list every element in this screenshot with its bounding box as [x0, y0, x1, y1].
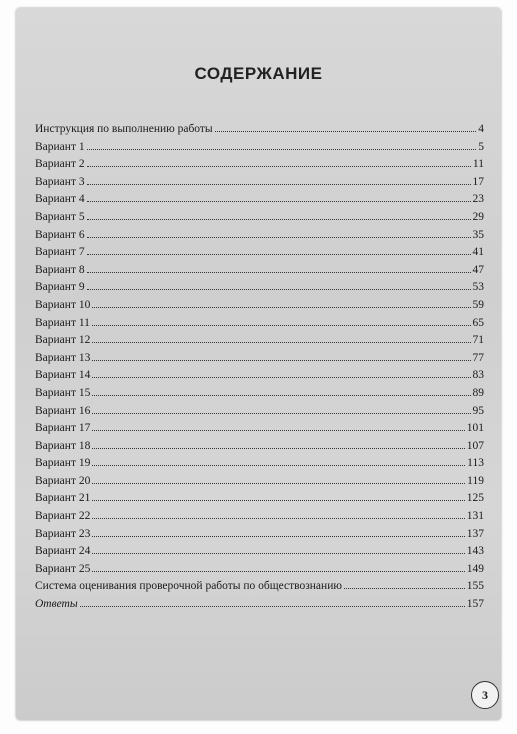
dot-leader: [87, 254, 471, 255]
toc-entry[interactable]: [35, 596, 484, 614]
toc-entry-label: Вариант 1: [35, 140, 85, 153]
toc-entry-label: Вариант 4: [35, 193, 85, 206]
toc-entry[interactable]: [35, 385, 484, 403]
toc-entry-page: 157: [466, 598, 484, 611]
toc-entry-page: 101: [466, 422, 484, 435]
toc-entry[interactable]: [35, 578, 484, 596]
toc-entry-page: 59: [472, 298, 484, 311]
dot-leader: [92, 518, 464, 519]
dot-leader: [87, 201, 471, 202]
dot-leader: [215, 131, 477, 132]
toc-entry-label: Вариант 24: [35, 545, 91, 558]
toc-entry[interactable]: [35, 473, 484, 491]
toc-entry[interactable]: [35, 139, 484, 157]
toc-entry-page: 107: [466, 439, 484, 452]
toc-entry[interactable]: [35, 297, 484, 315]
page-number-badge: [471, 681, 499, 709]
toc-entry[interactable]: [35, 191, 484, 209]
dot-leader: [344, 588, 465, 589]
toc-entry-page: 53: [472, 281, 484, 294]
dot-leader: [92, 413, 470, 414]
toc-entry-page: 83: [472, 369, 484, 382]
toc-entry-label: Вариант 14: [35, 369, 91, 382]
toc-entry-page: 11: [472, 158, 484, 171]
toc-entry-page: 119: [467, 474, 484, 487]
dot-leader: [87, 166, 471, 167]
toc-entry-label: Вариант 19: [35, 457, 91, 470]
dot-leader: [92, 307, 470, 308]
toc-entry-page: 143: [466, 545, 484, 558]
toc-entry[interactable]: [35, 332, 484, 350]
toc-entry-label: Вариант 17: [35, 422, 91, 435]
toc-entry-label: Вариант 3: [35, 175, 85, 188]
toc-entry-label: Вариант 16: [35, 404, 91, 417]
toc-entry-label: Вариант 12: [35, 334, 91, 347]
toc-entry[interactable]: [35, 279, 484, 297]
toc-entry-label: Вариант 21: [35, 492, 91, 505]
toc-entry[interactable]: [35, 455, 484, 473]
toc-entry[interactable]: [35, 420, 484, 438]
toc-entry[interactable]: [35, 174, 484, 192]
toc-entry-label: Вариант 10: [35, 298, 91, 311]
toc-entry-page: 155: [466, 580, 484, 593]
toc-entry[interactable]: [35, 156, 484, 174]
toc-entry-page: 23: [472, 193, 484, 206]
toc-entry-page: 17: [472, 175, 484, 188]
toc-entry[interactable]: [35, 262, 484, 280]
toc-entry-label: Ответы: [35, 598, 78, 611]
toc-entry[interactable]: [35, 561, 484, 579]
toc-entry[interactable]: [35, 543, 484, 561]
toc-entry-label: Вариант 7: [35, 246, 85, 259]
dot-leader: [87, 149, 477, 150]
toc-entry-page: 5: [478, 140, 484, 153]
toc-entry-label: Вариант 13: [35, 351, 91, 364]
dot-leader: [92, 342, 470, 343]
toc-entry-label: Вариант 2: [35, 158, 85, 171]
toc-entry-page: 41: [472, 246, 484, 259]
table-of-contents: [35, 121, 484, 614]
toc-entry[interactable]: [35, 508, 484, 526]
toc-entry[interactable]: [35, 209, 484, 227]
dot-leader: [80, 606, 465, 607]
toc-entry[interactable]: [35, 121, 484, 139]
dot-leader: [92, 536, 464, 537]
toc-entry-label: Вариант 25: [35, 562, 91, 575]
toc-entry-page: 137: [466, 527, 484, 540]
dot-leader: [87, 184, 471, 185]
toc-entry-page: 4: [478, 123, 484, 135]
toc-entry-page: 89: [472, 386, 484, 399]
toc-entry[interactable]: [35, 490, 484, 508]
dot-leader: [92, 430, 464, 431]
dot-leader: [87, 272, 471, 273]
toc-entry-page: 113: [467, 457, 484, 470]
dot-leader: [92, 571, 464, 572]
toc-entry[interactable]: [35, 403, 484, 421]
toc-entry-page: 77: [472, 351, 484, 364]
toc-entry-label: Инструкция по выполнению работы: [35, 123, 213, 135]
toc-entry-page: 65: [472, 316, 484, 329]
toc-entry-page: 95: [472, 404, 484, 417]
page-title: СОДЕРЖАНИЕ: [194, 64, 323, 83]
toc-entry-label: Вариант 6: [35, 228, 85, 241]
dot-leader: [92, 325, 471, 326]
toc-entry-page: 35: [472, 228, 484, 241]
toc-entry-page: 149: [466, 562, 484, 575]
toc-entry-label: Вариант 23: [35, 527, 91, 540]
toc-entry-label: Вариант 20: [35, 474, 91, 487]
toc-entry-label: Вариант 22: [35, 510, 91, 523]
dot-leader: [92, 483, 465, 484]
toc-entry-label: Вариант 11: [35, 316, 90, 329]
toc-entry[interactable]: [35, 526, 484, 544]
dot-leader: [92, 395, 470, 396]
toc-entry[interactable]: [35, 315, 484, 333]
toc-entry-page: 131: [466, 510, 484, 523]
dot-leader: [92, 377, 470, 378]
toc-entry[interactable]: [35, 350, 484, 368]
dot-leader: [92, 500, 464, 501]
toc-entry-label: Вариант 5: [35, 210, 85, 223]
toc-entry-label: Система оценивания проверочной работы по обществознанию: [35, 580, 342, 593]
toc-entry-label: Вариант 8: [35, 263, 85, 276]
toc-entry[interactable]: [35, 438, 484, 456]
dot-leader: [87, 237, 471, 238]
toc-entry[interactable]: [35, 227, 484, 245]
dot-leader: [87, 289, 471, 290]
toc-entry-label: Вариант 15: [35, 386, 91, 399]
toc-entry-page: 71: [472, 334, 484, 347]
toc-entry[interactable]: [35, 367, 484, 385]
dot-leader: [92, 465, 465, 466]
dot-leader: [92, 360, 470, 361]
dot-leader: [87, 219, 471, 220]
dot-leader: [92, 553, 464, 554]
toc-entry-page: 29: [472, 210, 484, 223]
dot-leader: [92, 448, 464, 449]
page-number: 3: [482, 687, 488, 702]
toc-entry-label: Вариант 18: [35, 439, 91, 452]
toc-entry-page: 47: [472, 263, 484, 276]
toc-entry[interactable]: [35, 244, 484, 262]
toc-entry-page: 125: [466, 492, 484, 505]
toc-entry-label: Вариант 9: [35, 281, 85, 294]
